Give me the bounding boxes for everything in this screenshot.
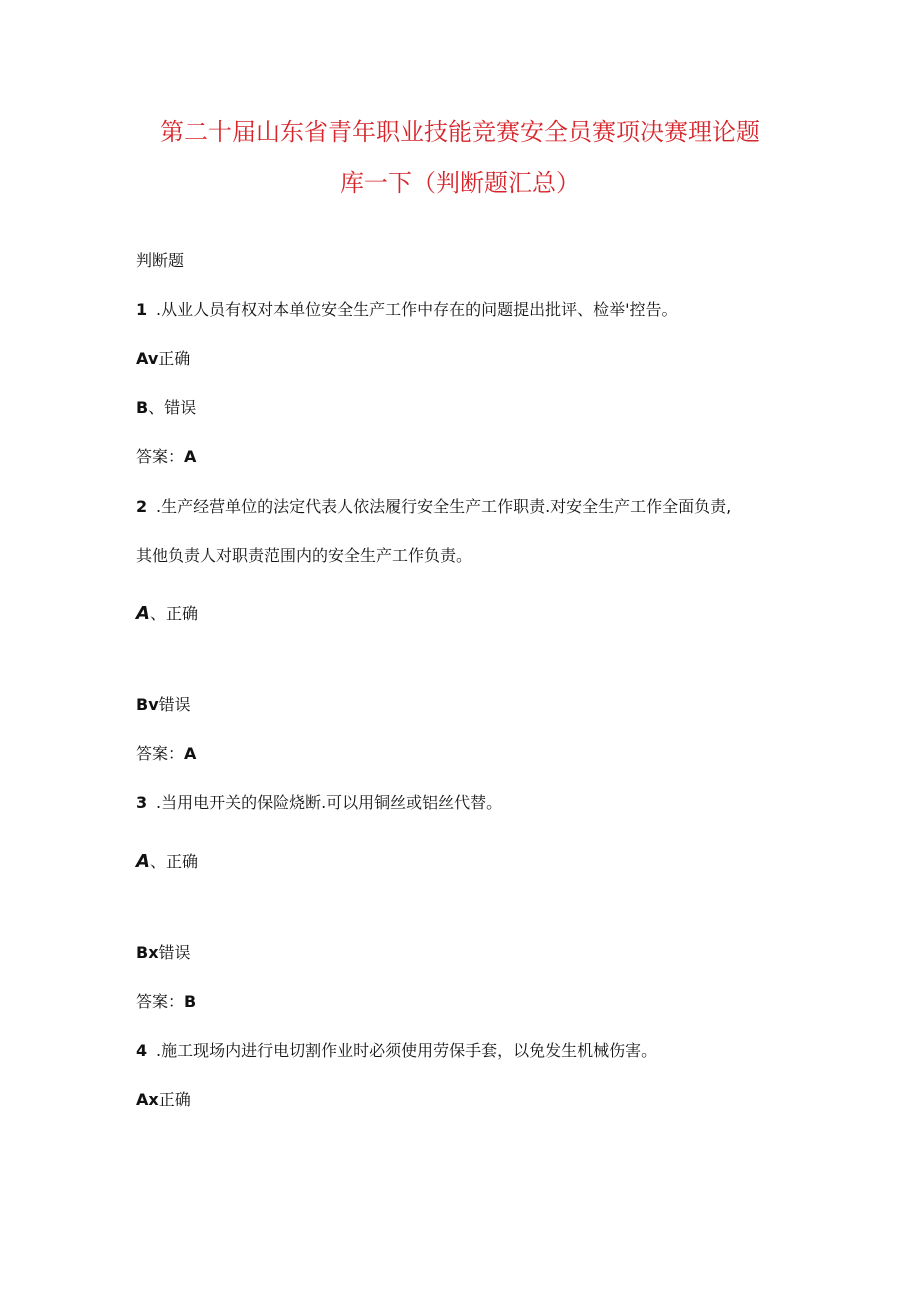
option-text: 、正确 xyxy=(149,604,198,623)
question-3-option-a xyxy=(136,851,198,873)
option-text: 错误 xyxy=(158,695,191,714)
option-text: 、错误 xyxy=(148,398,197,417)
question-text: .从业人员有权对本单位安全生产工作中存在的问题提出批评、检举'控告。 xyxy=(156,300,678,319)
answer-value: A xyxy=(184,447,197,466)
answer-label: 答案： xyxy=(136,447,185,466)
option-letter: Av xyxy=(136,349,159,368)
question-1-option-b xyxy=(136,397,196,419)
question-2 xyxy=(136,496,731,518)
answer-label: 答案： xyxy=(136,992,185,1011)
option-text: 、正确 xyxy=(149,852,198,871)
answer-value: B xyxy=(184,992,197,1011)
question-2-option-b xyxy=(136,694,191,716)
question-number: 4 xyxy=(136,1041,148,1060)
question-number: 1 xyxy=(136,300,148,319)
option-text: 正确 xyxy=(158,1090,191,1109)
question-2-answer xyxy=(136,743,196,765)
document-title-line-1: 第二十届山东省青年职业技能竞赛安全员赛项决赛理论题 xyxy=(160,118,760,146)
option-letter: Bv xyxy=(136,695,159,714)
question-number: 3 xyxy=(136,793,148,812)
question-1-answer xyxy=(136,446,196,468)
question-text: .生产经营单位的法定代表人依法履行安全生产工作职责.对安全生产工作全面负责, xyxy=(156,497,732,516)
question-2-option-a xyxy=(136,603,198,625)
section-heading: 判断题 xyxy=(136,251,185,270)
question-number: 2 xyxy=(136,497,148,516)
option-text: 错误 xyxy=(158,943,191,962)
question-2-continuation: 其他负责人对职责范围内的安全生产工作负责。 xyxy=(136,546,473,565)
question-text: .当用电开关的保险烧断.可以用铜丝或铝丝代替。 xyxy=(156,793,503,812)
document-title-line-2: 库一下（判断题汇总） xyxy=(340,169,580,197)
option-letter: B xyxy=(136,398,149,417)
option-letter: A xyxy=(136,851,150,872)
option-letter: Bx xyxy=(136,943,159,962)
option-letter: A xyxy=(136,603,150,624)
question-3-answer xyxy=(136,991,196,1013)
option-text: 正确 xyxy=(158,349,191,368)
question-3 xyxy=(136,792,502,814)
question-1 xyxy=(136,299,678,321)
question-1-option-a xyxy=(136,348,190,370)
question-4 xyxy=(136,1040,657,1062)
question-text: .施工现场内进行电切割作业时必须使用劳保手套，以免发生机械伤害。 xyxy=(156,1041,658,1060)
question-4-option-a xyxy=(136,1089,191,1111)
option-letter: Ax xyxy=(136,1090,159,1109)
answer-value: A xyxy=(184,744,197,763)
question-3-option-b xyxy=(136,942,191,964)
answer-label: 答案： xyxy=(136,744,185,763)
